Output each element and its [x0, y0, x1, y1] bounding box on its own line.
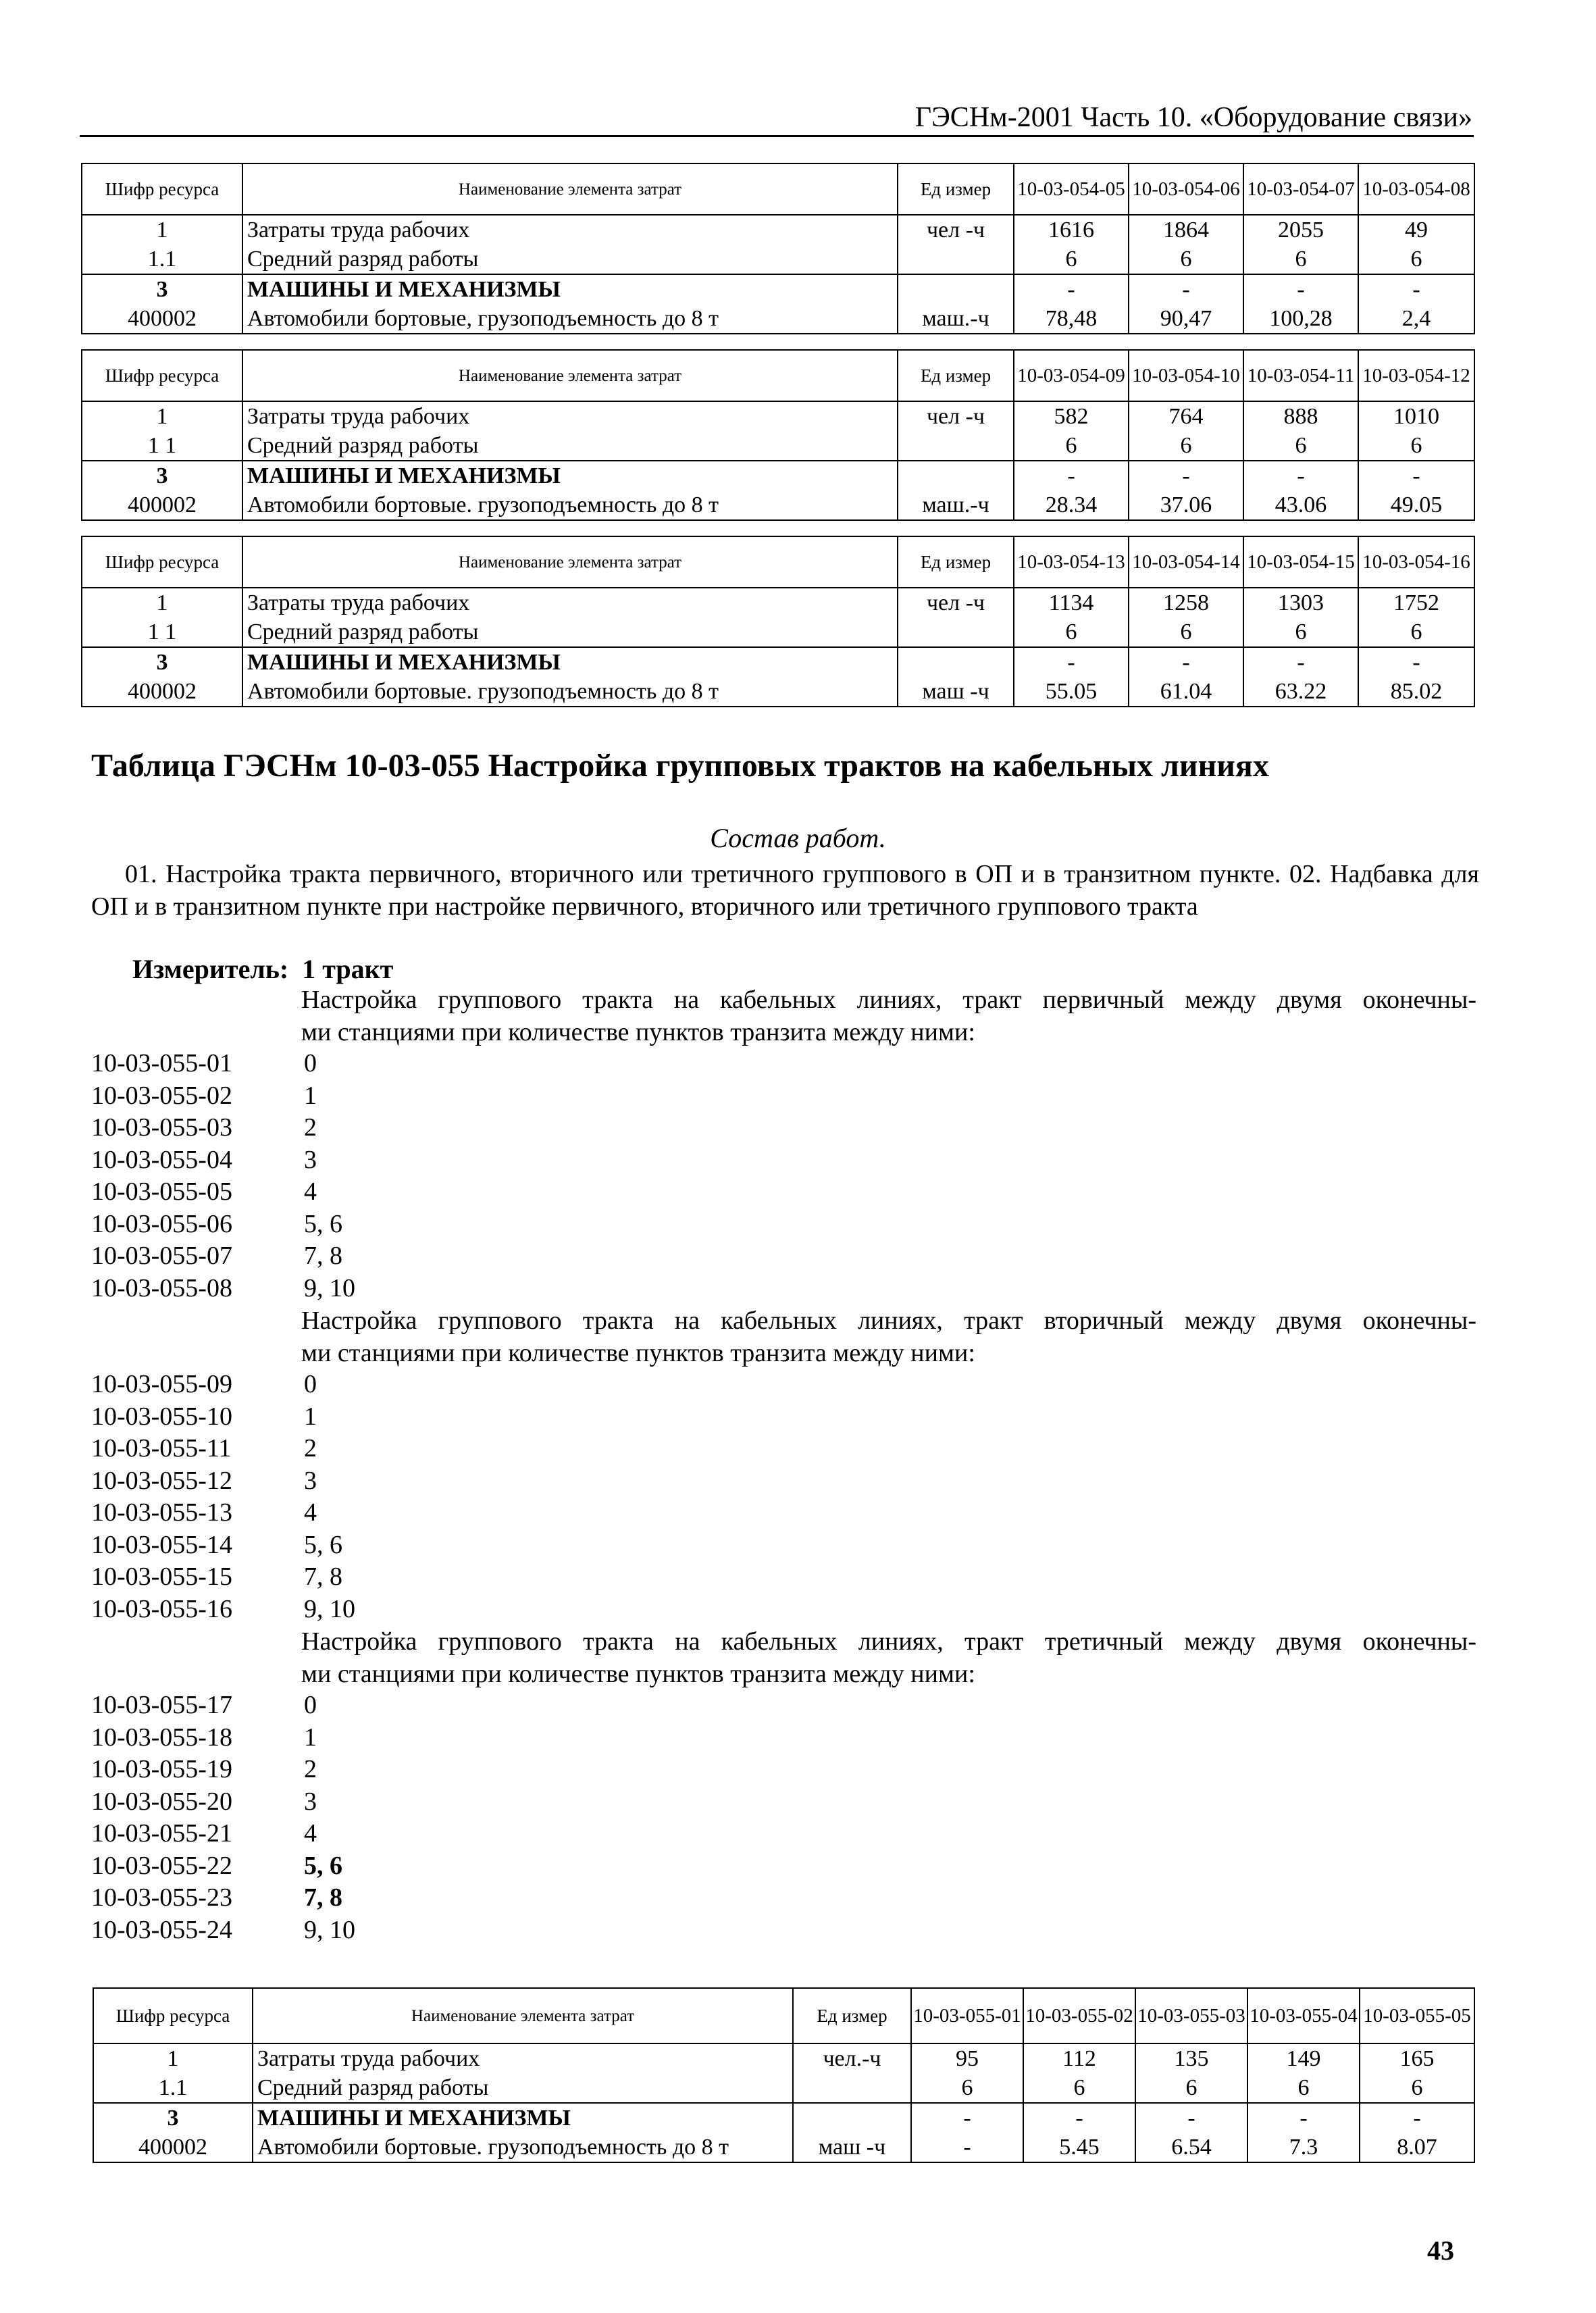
list-item — [91, 1594, 355, 1626]
row-unit — [898, 617, 1014, 647]
item-code: 10-03-055-16 — [91, 1594, 232, 1623]
measure-line — [132, 953, 393, 985]
row-value: 6 — [1129, 245, 1243, 274]
group-text-line: ми станциями при количестве пунктов транзита между ними: — [301, 1660, 975, 1688]
list-item — [91, 1401, 355, 1433]
table-row — [82, 431, 1474, 461]
col-header-unit: Ед измер — [898, 536, 1014, 588]
list-item — [91, 1240, 355, 1273]
list-item — [91, 1914, 355, 1947]
row-code: 1 — [93, 2043, 253, 2073]
row-value: 85.02 — [1358, 677, 1474, 707]
row-value: 8.07 — [1360, 2133, 1474, 2162]
row-value: - — [1129, 461, 1243, 490]
item-value: 1 — [304, 1723, 317, 1752]
col-header-norm: 10-03-054-09 — [1014, 350, 1129, 401]
list-item — [91, 1786, 355, 1819]
resource-table-2 — [81, 349, 1475, 521]
item-code: 10-03-055-18 — [91, 1723, 232, 1752]
row-value: 1010 — [1358, 401, 1474, 431]
table-row — [82, 490, 1474, 520]
item-code: 10-03-055-04 — [91, 1145, 232, 1174]
list-item — [91, 1850, 355, 1883]
row-value: 1303 — [1243, 588, 1358, 617]
row-value: 1864 — [1129, 215, 1243, 245]
row-value: 6 — [1358, 431, 1474, 461]
list-item — [91, 1465, 355, 1498]
row-code: 3 — [82, 647, 242, 677]
row-name: Средний разряд работы — [242, 245, 898, 274]
row-value: 112 — [1023, 2043, 1135, 2073]
item-code: 10-03-055-13 — [91, 1498, 232, 1527]
row-value: 6.54 — [1135, 2133, 1247, 2162]
list-item — [91, 1561, 355, 1594]
col-header-norm: 10-03-055-03 — [1135, 1988, 1247, 2043]
measure-label: Измеритель: — [132, 954, 289, 984]
list-item — [91, 1209, 355, 1241]
col-header-name: Наименование элемента затрат — [242, 350, 898, 401]
table-row — [82, 274, 1474, 304]
item-value: 2 — [304, 1755, 317, 1783]
row-value: - — [1358, 647, 1474, 677]
item-code: 10-03-055-22 — [91, 1851, 232, 1880]
row-unit: маш.-ч — [898, 490, 1014, 520]
item-code: 10-03-055-21 — [91, 1819, 232, 1848]
group-text-line: Настройка группового тракта на кабельных линиях, тракт первичный между двумя оконечны- — [301, 986, 1476, 1014]
list-item — [91, 1144, 355, 1177]
row-value: - — [1358, 461, 1474, 490]
item-code: 10-03-055-12 — [91, 1466, 232, 1495]
row-unit: маш -ч — [898, 677, 1014, 707]
row-value: 6 — [1358, 245, 1474, 274]
item-code: 10-03-055-08 — [91, 1273, 232, 1302]
list-item — [91, 1176, 355, 1209]
row-value: 63.22 — [1243, 677, 1358, 707]
row-name: Автомобили бортовые. грузоподъемность до 8 т — [242, 677, 898, 707]
row-unit — [793, 2073, 911, 2103]
code-list-2 — [91, 1369, 355, 1625]
item-value: 7, 8 — [304, 1883, 342, 1912]
row-name: Затраты труда рабочих — [253, 2043, 793, 2073]
row-value: 37.06 — [1129, 490, 1243, 520]
row-value: 49.05 — [1358, 490, 1474, 520]
col-header-norm: 10-03-054-13 — [1014, 536, 1129, 588]
item-value: 3 — [304, 1466, 317, 1495]
item-value: 5, 6 — [304, 1209, 342, 1238]
col-header-norm: 10-03-055-05 — [1360, 1988, 1474, 2043]
row-value: 28.34 — [1014, 490, 1129, 520]
item-value: 0 — [304, 1049, 317, 1077]
row-value: 55.05 — [1014, 677, 1129, 707]
running-title: ГЭСНм-2001 Часть 10. «Оборудование связи» — [915, 102, 1472, 133]
row-value: 6 — [1243, 617, 1358, 647]
item-code: 10-03-055-24 — [91, 1915, 232, 1944]
item-code: 10-03-055-01 — [91, 1049, 232, 1077]
row-value: 582 — [1014, 401, 1129, 431]
item-value: 2 — [304, 1434, 317, 1463]
item-value: 2 — [304, 1113, 317, 1142]
col-header-norm: 10-03-054-05 — [1014, 163, 1129, 215]
row-value: 6 — [1014, 617, 1129, 647]
row-value: 2,4 — [1358, 304, 1474, 334]
row-name: Средний разряд работы — [242, 431, 898, 461]
row-code: 1.1 — [93, 2073, 253, 2103]
table-row — [82, 401, 1474, 431]
row-name: Автомобили бортовые. грузоподъемность до 8 т — [253, 2133, 793, 2162]
col-header-norm: 10-03-055-01 — [911, 1988, 1023, 2043]
list-item — [91, 1048, 355, 1080]
section-title: Таблица ГЭСНм 10-03-055 Настройка групповых трактов на кабельных линиях — [91, 748, 1269, 784]
row-unit: чел -ч — [898, 588, 1014, 617]
row-value: - — [1360, 2103, 1474, 2133]
row-value: 6 — [1023, 2073, 1135, 2103]
header-rule — [80, 135, 1474, 137]
row-code: 1 — [82, 401, 242, 431]
group-description-3 — [301, 1625, 1476, 1690]
row-name: Затраты труда рабочих — [242, 215, 898, 245]
item-code: 10-03-055-20 — [91, 1787, 232, 1816]
list-item — [91, 1273, 355, 1305]
row-unit — [898, 647, 1014, 677]
row-value: 100,28 — [1243, 304, 1358, 334]
row-value: 1752 — [1358, 588, 1474, 617]
works-text: 01. Настройка тракта первичного, вторичного или третичного группового в ОП и в транзитном пункте. 02. Надбавка для ОП и в транзитном пункте при настройке первичного, вторичного или третичного группового тракта — [91, 860, 1479, 921]
item-value: 3 — [304, 1787, 317, 1816]
row-value: 6 — [1129, 431, 1243, 461]
row-value: - — [1129, 274, 1243, 304]
row-value: 149 — [1247, 2043, 1360, 2073]
row-unit: чел -ч — [898, 401, 1014, 431]
col-header-code: Шифр ресурса — [82, 350, 242, 401]
row-value: 1134 — [1014, 588, 1129, 617]
item-value: 7, 8 — [304, 1242, 342, 1270]
item-value: 1 — [304, 1402, 317, 1431]
row-code: 1.1 — [82, 245, 242, 274]
item-value: 9, 10 — [304, 1273, 355, 1302]
item-value: 4 — [304, 1498, 317, 1527]
row-value: 5.45 — [1023, 2133, 1135, 2162]
row-value: - — [1014, 461, 1129, 490]
list-item — [91, 1689, 355, 1722]
row-value: 6 — [1243, 245, 1358, 274]
row-value: 6 — [1014, 431, 1129, 461]
row-value: 7.3 — [1247, 2133, 1360, 2162]
row-value: 6 — [911, 2073, 1023, 2103]
row-value: 1616 — [1014, 215, 1129, 245]
row-value: - — [911, 2133, 1023, 2162]
row-value: 90,47 — [1129, 304, 1243, 334]
list-item — [91, 1080, 355, 1113]
row-code: 400002 — [82, 490, 242, 520]
row-name: Средний разряд работы — [253, 2073, 793, 2103]
row-code: 1 1 — [82, 617, 242, 647]
table-row — [93, 2103, 1474, 2133]
table-row — [82, 461, 1474, 490]
col-header-name: Наименование элемента затрат — [242, 536, 898, 588]
row-code: 3 — [93, 2103, 253, 2133]
col-header-norm: 10-03-054-07 — [1243, 163, 1358, 215]
row-unit — [898, 431, 1014, 461]
list-item — [91, 1722, 355, 1754]
item-value: 5, 6 — [304, 1851, 342, 1880]
table-row — [82, 304, 1474, 334]
works-description — [91, 858, 1479, 923]
row-value: 2055 — [1243, 215, 1358, 245]
row-value: 61.04 — [1129, 677, 1243, 707]
row-unit — [898, 245, 1014, 274]
group-text-line: ми станциями при количестве пунктов транзита между ними: — [301, 1018, 975, 1046]
row-code: 400002 — [82, 677, 242, 707]
row-value: 6 — [1360, 2073, 1474, 2103]
table-row — [82, 215, 1474, 245]
row-value: 78,48 — [1014, 304, 1129, 334]
resource-table-3 — [81, 536, 1475, 707]
item-code: 10-03-055-15 — [91, 1562, 232, 1591]
row-value: - — [1014, 274, 1129, 304]
resource-table-4 — [93, 1987, 1475, 2163]
list-item — [91, 1433, 355, 1465]
item-value: 5, 6 — [304, 1530, 342, 1559]
row-name: МАШИНЫ И МЕХАНИЗМЫ — [242, 461, 898, 490]
row-code: 1 — [82, 588, 242, 617]
list-item — [91, 1754, 355, 1786]
table-row — [93, 2043, 1474, 2073]
table-row — [82, 647, 1474, 677]
table-row — [82, 245, 1474, 274]
col-header-norm: 10-03-054-06 — [1129, 163, 1243, 215]
table-row — [82, 677, 1474, 707]
col-header-unit: Ед измер — [898, 163, 1014, 215]
item-value: 1 — [304, 1081, 317, 1110]
row-value: - — [1014, 647, 1129, 677]
item-code: 10-03-055-07 — [91, 1242, 232, 1270]
col-header-norm: 10-03-054-10 — [1129, 350, 1243, 401]
row-value: 6 — [1243, 431, 1358, 461]
row-value: 49 — [1358, 215, 1474, 245]
list-item — [91, 1369, 355, 1401]
row-code: 1 1 — [82, 431, 242, 461]
col-header-code: Шифр ресурса — [82, 163, 242, 215]
row-value: 165 — [1360, 2043, 1474, 2073]
row-value: 95 — [911, 2043, 1023, 2073]
works-heading: Состав работ. — [710, 823, 886, 853]
row-name: Затраты труда рабочих — [242, 588, 898, 617]
group-text-line: Настройка группового тракта на кабельных линиях, тракт вторичный между двумя оконечны- — [301, 1306, 1476, 1335]
row-unit: чел -ч — [898, 215, 1014, 245]
row-value: - — [911, 2103, 1023, 2133]
item-value: 0 — [304, 1370, 317, 1398]
row-unit — [898, 274, 1014, 304]
item-code: 10-03-055-14 — [91, 1530, 232, 1559]
item-code: 10-03-055-11 — [91, 1434, 232, 1463]
item-value: 0 — [304, 1691, 317, 1719]
page-number: 43 — [1427, 2235, 1454, 2266]
list-item — [91, 1882, 355, 1914]
item-code: 10-03-055-03 — [91, 1113, 232, 1142]
row-code: 400002 — [93, 2133, 253, 2162]
row-value: 6 — [1014, 245, 1129, 274]
item-code: 10-03-055-10 — [91, 1402, 232, 1431]
row-name: МАШИНЫ И МЕХАНИЗМЫ — [253, 2103, 793, 2133]
item-value: 9, 10 — [304, 1594, 355, 1623]
code-list-1 — [91, 1048, 355, 1304]
item-code: 10-03-055-17 — [91, 1691, 232, 1719]
row-value: - — [1243, 274, 1358, 304]
row-value: - — [1129, 647, 1243, 677]
item-value: 3 — [304, 1145, 317, 1174]
row-value: 764 — [1129, 401, 1243, 431]
resource-table-1 — [81, 163, 1475, 334]
group-description-1 — [301, 984, 1476, 1048]
row-value: - — [1135, 2103, 1247, 2133]
col-header-norm: 10-03-054-12 — [1358, 350, 1474, 401]
measure-value: 1 тракт — [302, 954, 394, 984]
row-value: 135 — [1135, 2043, 1247, 2073]
list-item — [91, 1529, 355, 1562]
col-header-code: Шифр ресурса — [93, 1988, 253, 2043]
col-header-code: Шифр ресурса — [82, 536, 242, 588]
col-header-norm: 10-03-054-16 — [1358, 536, 1474, 588]
col-header-norm: 10-03-054-08 — [1358, 163, 1474, 215]
row-value: 43.06 — [1243, 490, 1358, 520]
row-unit: маш -ч — [793, 2133, 911, 2162]
col-header-name: Наименование элемента затрат — [253, 1988, 793, 2043]
list-item — [91, 1497, 355, 1529]
row-name: Автомобили бортовые. грузоподъемность до 8 т — [242, 490, 898, 520]
table-row — [93, 2133, 1474, 2162]
row-value: 6 — [1247, 2073, 1360, 2103]
row-value: 6 — [1135, 2073, 1247, 2103]
list-item — [91, 1818, 355, 1850]
row-name: Средний разряд работы — [242, 617, 898, 647]
col-header-unit: Ед измер — [898, 350, 1014, 401]
item-value: 9, 10 — [304, 1915, 355, 1944]
item-code: 10-03-055-09 — [91, 1370, 232, 1398]
row-code: 3 — [82, 461, 242, 490]
row-unit — [793, 2103, 911, 2133]
col-header-unit: Ед измер — [793, 1988, 911, 2043]
row-value: - — [1247, 2103, 1360, 2133]
row-value: 1258 — [1129, 588, 1243, 617]
row-code: 400002 — [82, 304, 242, 334]
group-description-2 — [301, 1304, 1476, 1369]
col-header-norm: 10-03-054-11 — [1243, 350, 1358, 401]
col-header-norm: 10-03-054-15 — [1243, 536, 1358, 588]
row-value: 6 — [1358, 617, 1474, 647]
group-text-line: ми станциями при количестве пунктов транзита между ними: — [301, 1339, 975, 1367]
row-value: - — [1243, 461, 1358, 490]
row-value: 6 — [1129, 617, 1243, 647]
row-name: Автомобили бортовые, грузоподъемность до 8 т — [242, 304, 898, 334]
row-name: МАШИНЫ И МЕХАНИЗМЫ — [242, 274, 898, 304]
row-value: - — [1243, 647, 1358, 677]
code-list-3 — [91, 1689, 355, 1946]
item-code: 10-03-055-05 — [91, 1177, 232, 1206]
table-row — [82, 588, 1474, 617]
item-value: 4 — [304, 1177, 317, 1206]
item-code: 10-03-055-06 — [91, 1209, 232, 1238]
row-unit: маш.-ч — [898, 304, 1014, 334]
col-header-name: Наименование элемента затрат — [242, 163, 898, 215]
col-header-norm: 10-03-055-02 — [1023, 1988, 1135, 2043]
row-name: Затраты труда рабочих — [242, 401, 898, 431]
row-name: МАШИНЫ И МЕХАНИЗМЫ — [242, 647, 898, 677]
item-code: 10-03-055-19 — [91, 1755, 232, 1783]
col-header-norm: 10-03-055-04 — [1247, 1988, 1360, 2043]
item-code: 10-03-055-02 — [91, 1081, 232, 1110]
row-unit — [898, 461, 1014, 490]
row-code: 1 — [82, 215, 242, 245]
row-value: - — [1358, 274, 1474, 304]
table-row — [82, 617, 1474, 647]
row-value: 888 — [1243, 401, 1358, 431]
list-item — [91, 1112, 355, 1144]
item-value: 4 — [304, 1819, 317, 1848]
item-value: 7, 8 — [304, 1562, 342, 1591]
row-value: - — [1023, 2103, 1135, 2133]
row-code: 3 — [82, 274, 242, 304]
col-header-norm: 10-03-054-14 — [1129, 536, 1243, 588]
group-text-line: Настройка группового тракта на кабельных линиях, тракт третичный между двумя оконечны- — [301, 1627, 1476, 1656]
item-code: 10-03-055-23 — [91, 1883, 232, 1912]
table-row — [93, 2073, 1474, 2103]
row-unit: чел.-ч — [793, 2043, 911, 2073]
